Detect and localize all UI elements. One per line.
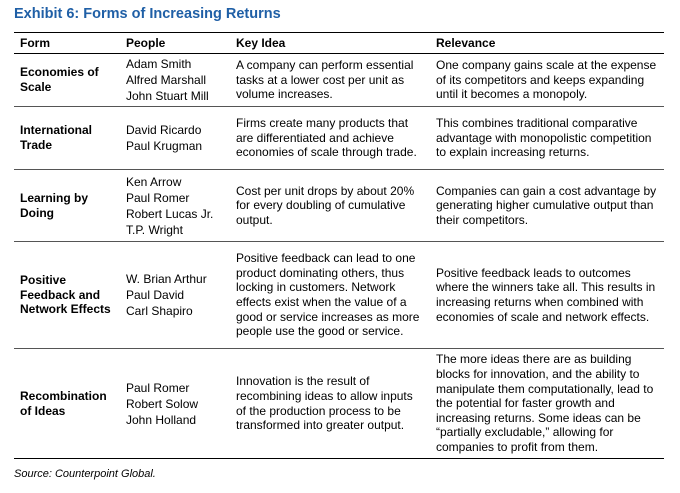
key-idea-cell: Innovation is the result of recombining ideas to allow inputs of the production process to be transformed into greater output. bbox=[230, 349, 430, 459]
people-cell bbox=[120, 170, 230, 242]
person-name: Ken Arrow bbox=[126, 174, 182, 189]
source-note: Source: Counterpoint Global. bbox=[14, 468, 156, 480]
people-cell bbox=[120, 349, 230, 459]
person-name: Paul David bbox=[126, 288, 185, 302]
relevance-cell: The more ideas there are as building blocks for innovation, and the ability to manipulate them computationally, lead to the potential for faster growth and increasing returns. Some ideas can be “partially excludable,” allowing for companies to profit from them. bbox=[430, 349, 664, 459]
header-key-idea: Key Idea bbox=[230, 33, 430, 54]
people-cell bbox=[120, 54, 230, 107]
form-cell: Learning by Doing bbox=[14, 170, 120, 242]
person-name: Robert Lucas Jr. bbox=[126, 206, 214, 221]
form-cell: Recombination of Ideas bbox=[14, 349, 120, 459]
exhibit-title: Exhibit 6: Forms of Increasing Returns bbox=[14, 6, 281, 22]
person-name: Adam Smith bbox=[126, 57, 192, 71]
header-relevance: Relevance bbox=[430, 33, 664, 54]
people-cell bbox=[120, 107, 230, 170]
person-name: David Ricardo bbox=[126, 123, 202, 137]
key-idea-cell: Positive feedback can lead to one product dominating others, thus locking in customers. Network effects exist when the value of a good or service increases as more people use the good or service. bbox=[230, 242, 430, 349]
person-name: W. Brian Arthur bbox=[126, 272, 207, 286]
relevance-cell: Companies can gain a cost advantage by generating higher cumulative output than their competitors. bbox=[430, 170, 664, 242]
increasing-returns-table bbox=[14, 32, 664, 459]
header-people: People bbox=[120, 33, 230, 54]
form-cell: Economies of Scale bbox=[14, 54, 120, 107]
person-name: Paul Romer bbox=[126, 380, 190, 395]
person-name: John Stuart Mill bbox=[126, 89, 209, 103]
form-cell: International Trade bbox=[14, 107, 120, 170]
person-name: Paul Romer bbox=[126, 190, 190, 205]
header-row bbox=[14, 33, 664, 54]
relevance-cell: This combines traditional comparative advantage with monopolistic competition to explain increasing returns. bbox=[430, 107, 664, 170]
person-name: Carl Shapiro bbox=[126, 304, 193, 318]
table-row bbox=[14, 107, 664, 170]
key-idea-cell: A company can perform essential tasks at a lower cost per unit as volume increases. bbox=[230, 54, 430, 107]
form-cell: Positive Feedback and Network Effects bbox=[14, 242, 120, 349]
person-name: John Holland bbox=[126, 412, 197, 427]
relevance-cell: Positive feedback leads to outcomes where the winners take all. This results in increasing returns when combined with economies of scale and network effects. bbox=[430, 242, 664, 349]
table-row bbox=[14, 242, 664, 349]
table-row bbox=[14, 349, 664, 459]
header-form: Form bbox=[14, 33, 120, 54]
person-name: T.P. Wright bbox=[126, 222, 183, 237]
table-row bbox=[14, 54, 664, 107]
person-name: Alfred Marshall bbox=[126, 73, 207, 87]
person-name: Paul Krugman bbox=[126, 139, 203, 153]
table-row bbox=[14, 170, 664, 242]
key-idea-cell: Cost per unit drops by about 20% for every doubling of cumulative output. bbox=[230, 170, 430, 242]
key-idea-cell: Firms create many products that are differentiated and achieve economies of scale through trade. bbox=[230, 107, 430, 170]
people-cell bbox=[120, 242, 230, 349]
relevance-cell: One company gains scale at the expense of its competitors and keeps expanding until it becomes a monopoly. bbox=[430, 54, 664, 107]
person-name: Robert Solow bbox=[126, 396, 199, 411]
